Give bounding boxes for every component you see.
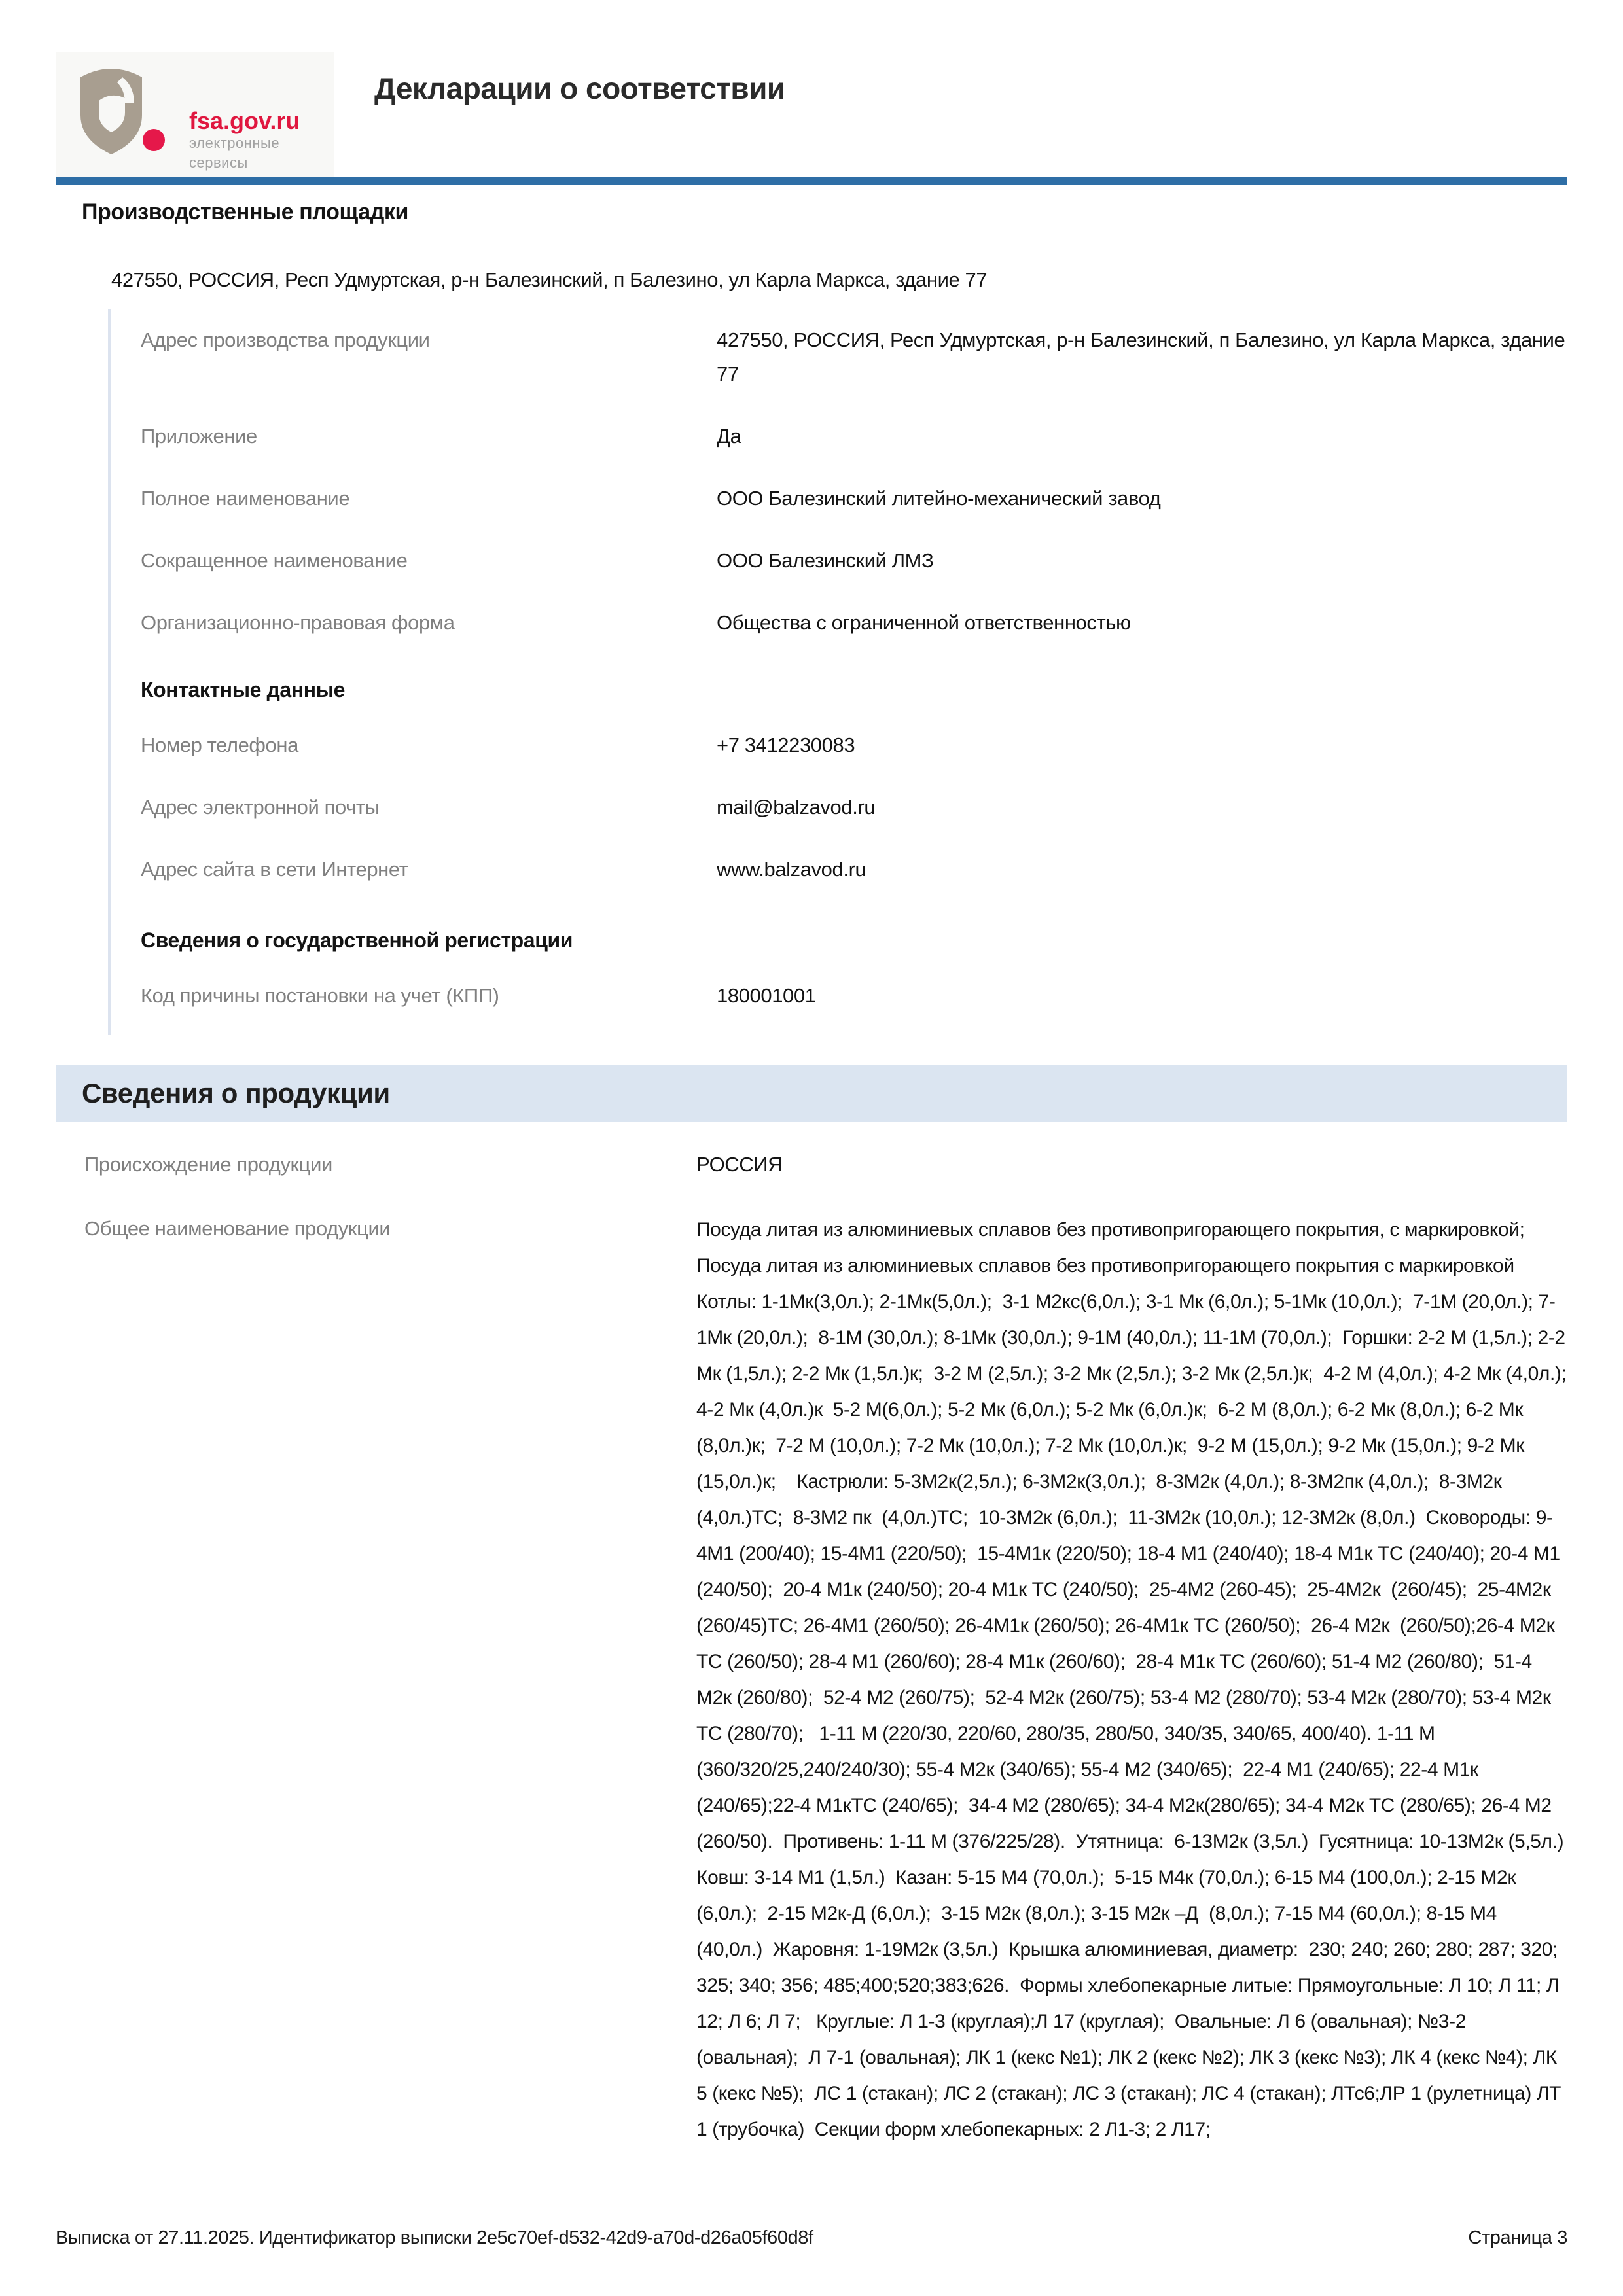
field-label: Адрес сайта в сети Интернет [141, 858, 408, 881]
field-label: Адрес электронной почты [141, 796, 380, 819]
field-row-kpp [141, 981, 1567, 1013]
field-label: Организационно-правовая форма [141, 611, 455, 634]
section-banner-title: Сведения о продукции [82, 1078, 390, 1108]
field-row-legal-form [141, 609, 1567, 640]
fsa-logo-tagline: электронные сервисы [189, 135, 280, 171]
field-label: Полное наименование [141, 487, 350, 510]
section-banner-product-info [56, 1065, 1567, 1122]
field-row-phone [141, 731, 1567, 762]
section-title-production-sites: Производственные площадки [82, 200, 409, 224]
fsa-logo-text [189, 109, 334, 173]
page-footer [56, 2227, 1567, 2249]
field-label: Номер телефона [141, 733, 298, 756]
field-value: Да [717, 425, 741, 448]
field-value: Общества с ограниченной ответственностью [717, 611, 1131, 634]
field-value: ООО Балезинский литейно-механический завод [717, 487, 1161, 510]
field-value: mail@balzavod.ru [717, 796, 876, 819]
production-site-details [108, 309, 1567, 1035]
field-row-website [141, 855, 1567, 887]
field-value: 180001001 [717, 984, 816, 1007]
fsa-logo [56, 52, 334, 177]
group-heading-contacts: Контактные данные [141, 678, 345, 701]
field-value: +7 3412230083 [717, 733, 855, 756]
page-title: Декларации о соответствии [374, 71, 785, 105]
field-label: Общее наименование продукции [84, 1217, 391, 1240]
product-details [84, 1150, 1575, 2147]
production-site-address: 427550, РОССИЯ, Респ Удмуртская, р-н Балезинский, п Балезино, ул Карла Маркса, здание 77 [111, 268, 988, 291]
fsa-logo-brand: fsa.gov.ru [189, 107, 300, 134]
field-value: www.balzavod.ru [717, 858, 866, 881]
field-row-product-common-name [84, 1214, 1575, 2147]
field-row-product-origin [84, 1150, 1567, 1182]
field-value-product-list: Посуда литая из алюминиевых сплавов без противопригорающего покрытия, с маркировкой; Посуда литая из алюминиевых сплавов без противопригорающего покрытия с маркировкой Котлы: 1-1Мк(3,0л.); 2-1Мк(5,0л.); 3-1 М2кс(6,0л.); 3-1 Мк (6,0л.); 5-1Мк (10,0л.); 7-1М (20,0л.); 7-1Мк (20,0л.); 8-1М (30,0л.); 8-1Мк (30,0л.); 9-1М (40,0л.); 11-1М (70,0л.); Горшки: 2-2 М (1,5л.); 2-2 Мк (1,5л.); 2-2 Мк (1,5л.)к; 3-2 М (2,5л.); 3-2 Мк (2,5л.); 3-2 Мк (2,5л.)к; 4-2 М (4,0л.); 4-2 Мк (4,0л.); 4-2 Мк (4,0л.)к 5-2 М(6,0л.); 5-2 Мк (6,0л.); 5-2 Мк (6,0л.)к; 6-2 М (8,0л.); 6-2 Мк (8,0л.); 6-2 Мк (8,0л.)к; 7-2 М (10,0л.); 7-2 Мк (10,0л.); 7-2 Мк (10,0л.)к; 9-2 М (15,0л.); 9-2 Мк (15,0л.); 9-2 Мк (15,0л.)к; Кастрюли: 5-3М2к(2,5л.); 6-3М2к(3,0л.); 8-3М2к (4,0л.); 8-3М2пк (4,0л.); 8-3М2к (4,0л.)ТС; 8-3М2 пк (4,0л.)ТС; 10-3М2к (6,0л.); 11-3М2к (10,0л.); 12-3М2к (8,0л.) Сковороды: 9-4М1 (200/40); 15-4М1 (220/50); 15-4М1к (220/50); 18-4 М1 (240/40); 18-4 М1к ТС (240/40); 20-4 М1 (240/50); 20-4 М1к (240/50); 20-4 М1к ТС (240/50); 25-4М2 (260-45); 25-4М2к (260/45); 25-4М2к (260/45)ТС; 26-4М1 (260/50); 26-4М1к (260/50); 26-4М1к ТС (260/50); 26-4 М2к (260/50);26-4 М2к ТС (260/50); 28-4 М1 (260/60); 28-4 М1к (260/60); 28-4 М1к ТС (260/60); 51-4 М2 (260/80); 51-4 М2к (260/80); 52-4 М2 (260/75); 52-4 М2к (260/75); 53-4 М2 (280/70); 53-4 М2к (280/70); 53-4 М2к ТС (280/70); 1-11 М (220/30, 220/60, 280/35, 280/50, 340/35, 340/65, 400/40). 1-11 М (360/320/25,240/240/30); 55-4 М2к (340/65); 55-4 М2 (340/65); 22-4 М1 (240/65); 22-4 М1к (240/65);22-4 М1кТС (240/65); 34-4 М2 (280/65); 34-4 М2к(280/65); 34-4 М2к ТС (280/65); 26-4 М2 (260/50). Противень: 1-11 М (376/225/28). Утятница: 6-13М2к (3,5л.) Гусятница: 10-13М2к (5,5л.) Ковш: 3-14 М1 (1,5л.) Казан: 5-15 М4 (70,0л.); 5-15 М4к (70,0л.); 6-15 М4 (100,0л.); 2-15 М2к (6,0л.); 2-15 М2к-Д (6,0л.); 3-15 М2к (8,0л.); 3-15 М2к –Д (8,0л.); 7-15 М4 (60,0л.); 8-15 М4 (40,0л.) Жаровня: 1-19М2к (3,5л.) Крышка алюминиевая, диаметр: 230; 240; 260; 280; 287; 320; 325; 340; 356; 485;400;520;383;626. Формы хлебопекарные литые: Прямоугольные: Л 10; Л 11; Л 12; Л 6; Л 7; Круглые: Л 1-3 (круглая);Л 17 (круглая); Овальные: Л 6 (овальная); №3-2 (овальная); Л 7-1 (овальная); ЛК 1 (кекс №1); ЛК 2 (кекс №2); ЛК 3 (кекс №3); ЛК 4 (кекс №4); ЛК 5 (кекс №5); ЛС 1 (стакан); ЛС 2 (стакан); ЛС 3 (стакан); ЛС 4 (стакан); ЛТс6;ЛР 1 (рулетница) ЛТ 1 (трубочка) Секции форм хлебопекарных: 2 Л1-3; 2 Л17; [696, 1219, 1575, 2140]
field-row-full-name [141, 484, 1567, 516]
field-value: РОССИЯ [696, 1153, 783, 1176]
field-row-attachment [141, 422, 1567, 453]
fsa-shield-icon [61, 58, 198, 182]
field-value: ООО Балезинский ЛМЗ [717, 549, 934, 572]
field-row-email [141, 793, 1567, 824]
field-value: 427550, РОССИЯ, Респ Удмуртская, р-н Балезинский, п Балезино, ул Карла Маркса, здание 77 [717, 328, 1565, 385]
field-label: Адрес производства продукции [141, 328, 430, 351]
field-label: Код причины постановки на учет (КПП) [141, 984, 499, 1007]
field-label: Приложение [141, 425, 257, 448]
field-row-short-name [141, 546, 1567, 578]
field-row-production-address [141, 326, 1567, 391]
header-divider [56, 177, 1567, 185]
field-label: Происхождение продукции [84, 1153, 332, 1176]
field-label: Сокращенное наименование [141, 549, 408, 572]
footer-page-number: Страница 3 [1468, 2227, 1567, 2248]
group-heading-state-registration: Сведения о государственной регистрации [141, 928, 573, 952]
header [56, 0, 1567, 177]
footer-extract-info: Выписка от 27.11.2025. Идентификатор выписки 2e5c70ef-d532-42d9-a70d-d26a05f60d8f [56, 2227, 813, 2248]
